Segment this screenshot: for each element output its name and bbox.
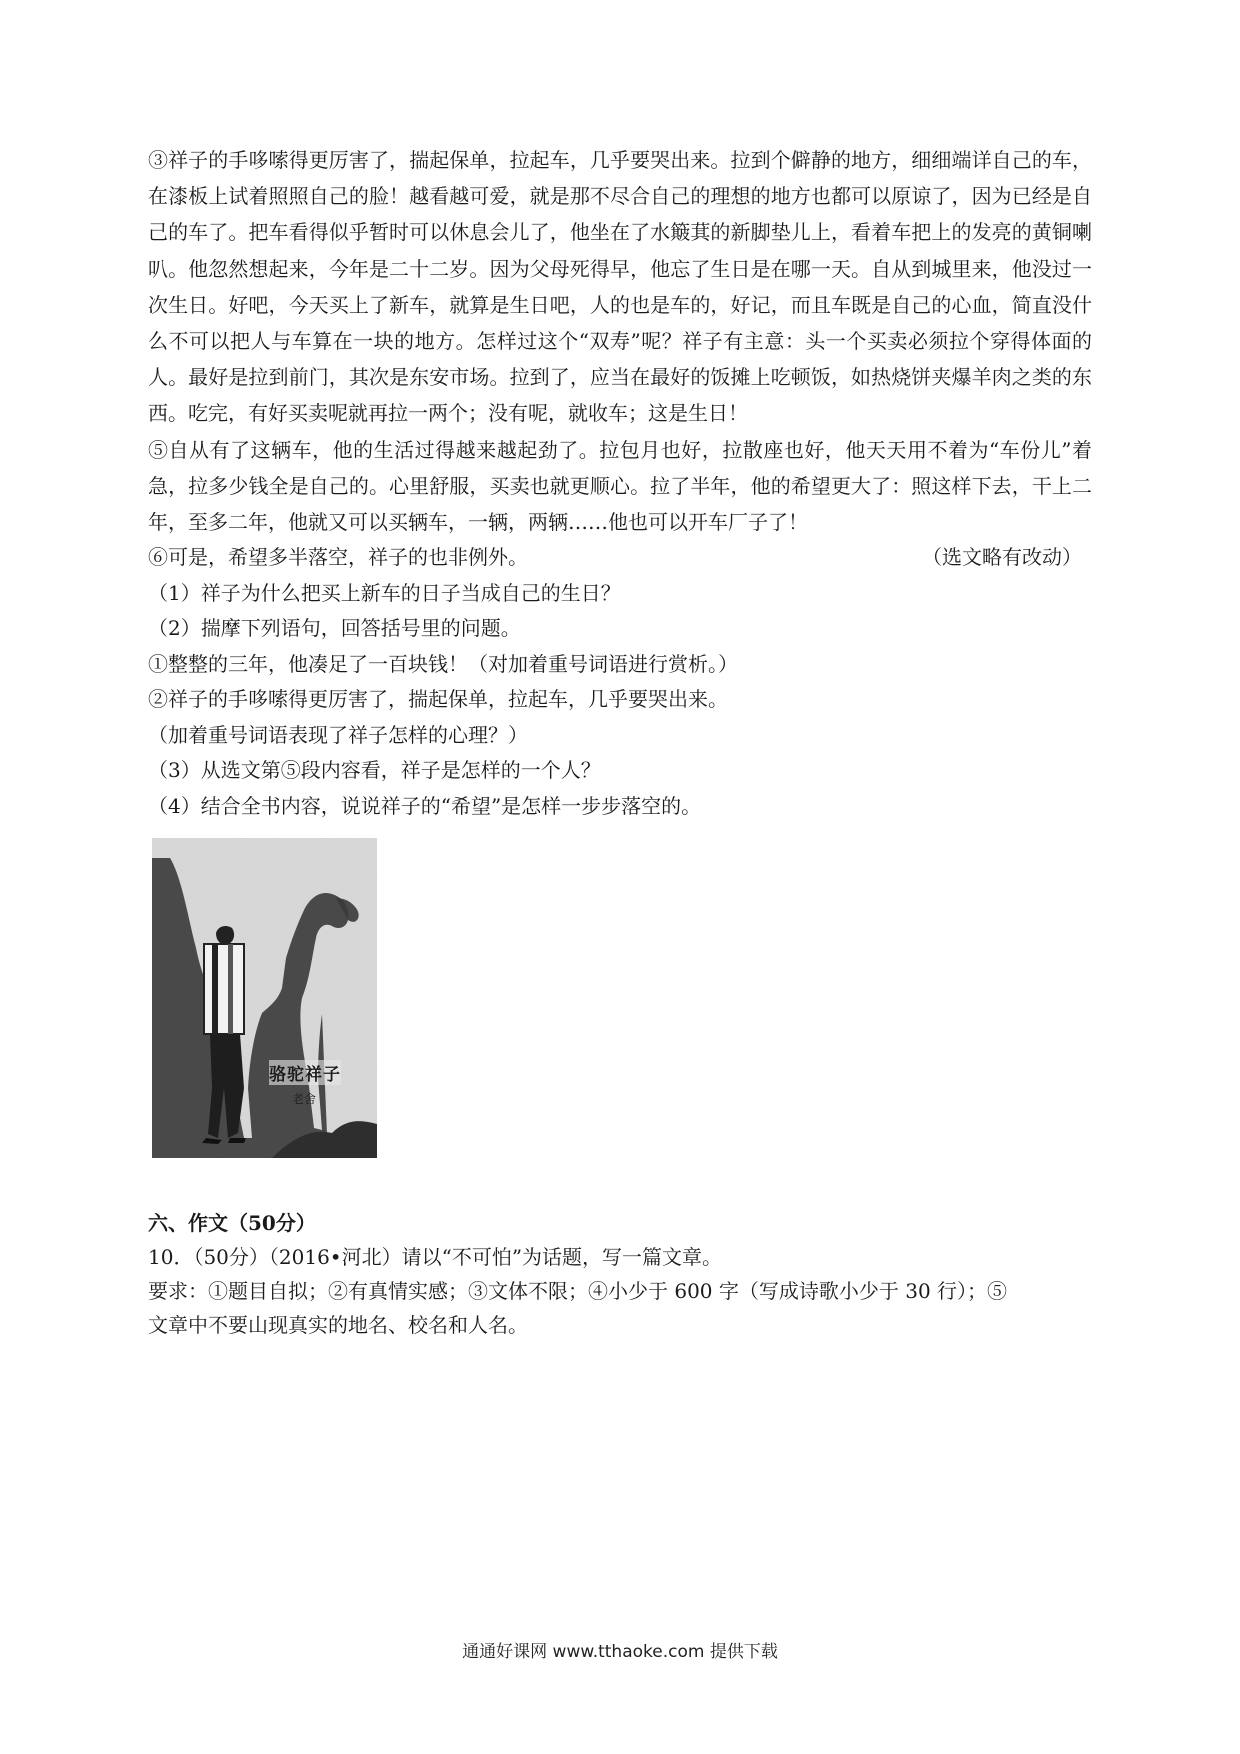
question-1: （1）祥子为什么把买上新车的日子当成自己的生日？ — [148, 580, 621, 605]
book-cover-title: 骆驼祥子 — [269, 1060, 341, 1085]
passage-paragraph-6: ⑥可是，希望多半落空，祥子的也非例外。 — [148, 545, 528, 570]
question-2: （2）揣摩下列语句，回答括号里的问题。 — [148, 616, 521, 641]
question-2-sentence-2-note: （加着重号词语表现了祥子怎样的心理？） — [148, 722, 528, 747]
passage-paragraph-5: ⑤自从有了这辆车，他的生活过得越来越起劲了。拉包月也好，拉散座也好，他天天用不着为“车份儿”着急，拉多少钱全是自己的。心里舒服，买卖也就更顺心。拉了半年，他的希望更大了：照这样下去，干上二年，至多二年，他就又可以买辆车，一辆，两辆……他也可以开车厂子了！ — [148, 437, 1092, 535]
essay-section-title: 六、作文（50分） — [148, 1211, 316, 1236]
page-footer: 通通好课网 www.tthaoke.com 提供下载 — [462, 1642, 778, 1662]
source-note: （选文略有改动） — [922, 545, 1082, 570]
page-content — [148, 142, 1092, 1342]
passage-paragraph-3: ③祥子的手哆嗦得更厉害了，揣起保单，拉起车，几乎要哭出来。拉到个僻静的地方，细细端详自己的车，在漆板上试着照照自己的脸！越看越可爱，就是那不尽合自己的理想的地方也都可以原谅了，因为已经是自己的车了。把车看得似乎暂时可以休息会儿了，他坐在了水簸萁的新脚垫儿上，看着车把上的发亮的黄铜喇叭。他忽然想起来，今年是二十二岁。因为父母死得早，他忘了生日是在哪一天。自从到城里来，他没过一次生日。好吧，今天买上了新车，就算是生日吧，人的也是车的，好记，而且车既是自己的心血，简直没什么不可以把人与车算在一块的地方。怎样过这个“双寿”呢？祥子有主意：头一个买卖必须拉个穿得体面的人。最好是拉到前门，其次是东安市场。拉到了，应当在最好的饭摊上吃顿饭，如热烧饼夹爆羊肉之类的东西。吃完，有好买卖呢就再拉一两个；没有呢，就收车；这是生日！ — [148, 148, 1092, 426]
passage-paragraph-6-row — [148, 540, 1092, 576]
camel-silhouette-illustration — [152, 838, 377, 1158]
question-3: （3）从选文第⑤段内容看，祥子是怎样的一个人？ — [148, 758, 601, 783]
essay-requirements-line-2: 文章中不要山现真实的地名、校名和人名。 — [148, 1313, 528, 1338]
question-4: （4）结合全书内容，说说祥子的“希望”是怎样一步步落空的。 — [148, 793, 702, 818]
book-cover-author: 老舍 — [292, 1092, 317, 1107]
essay-prompt: 10．（50分）（2016•河北）请以“不可怕”为话题，写一篇文章。 — [148, 1245, 723, 1270]
question-2-sentence-1: ①整整的三年，他凑足了一百块钱！（对加着重号词语进行赏析。） — [148, 651, 738, 676]
essay-requirements-line-1: 要求：①题目自拟；②有真情实感；③文体不限；④小少于 600 字（写成诗歌小少于 30 行）；⑤ — [148, 1279, 1008, 1304]
book-cover-image — [152, 838, 377, 1158]
question-2-sentence-2: ②祥子的手哆嗦得更厉害了，揣起保单，拉起车，几乎要哭出来。 — [148, 687, 728, 712]
